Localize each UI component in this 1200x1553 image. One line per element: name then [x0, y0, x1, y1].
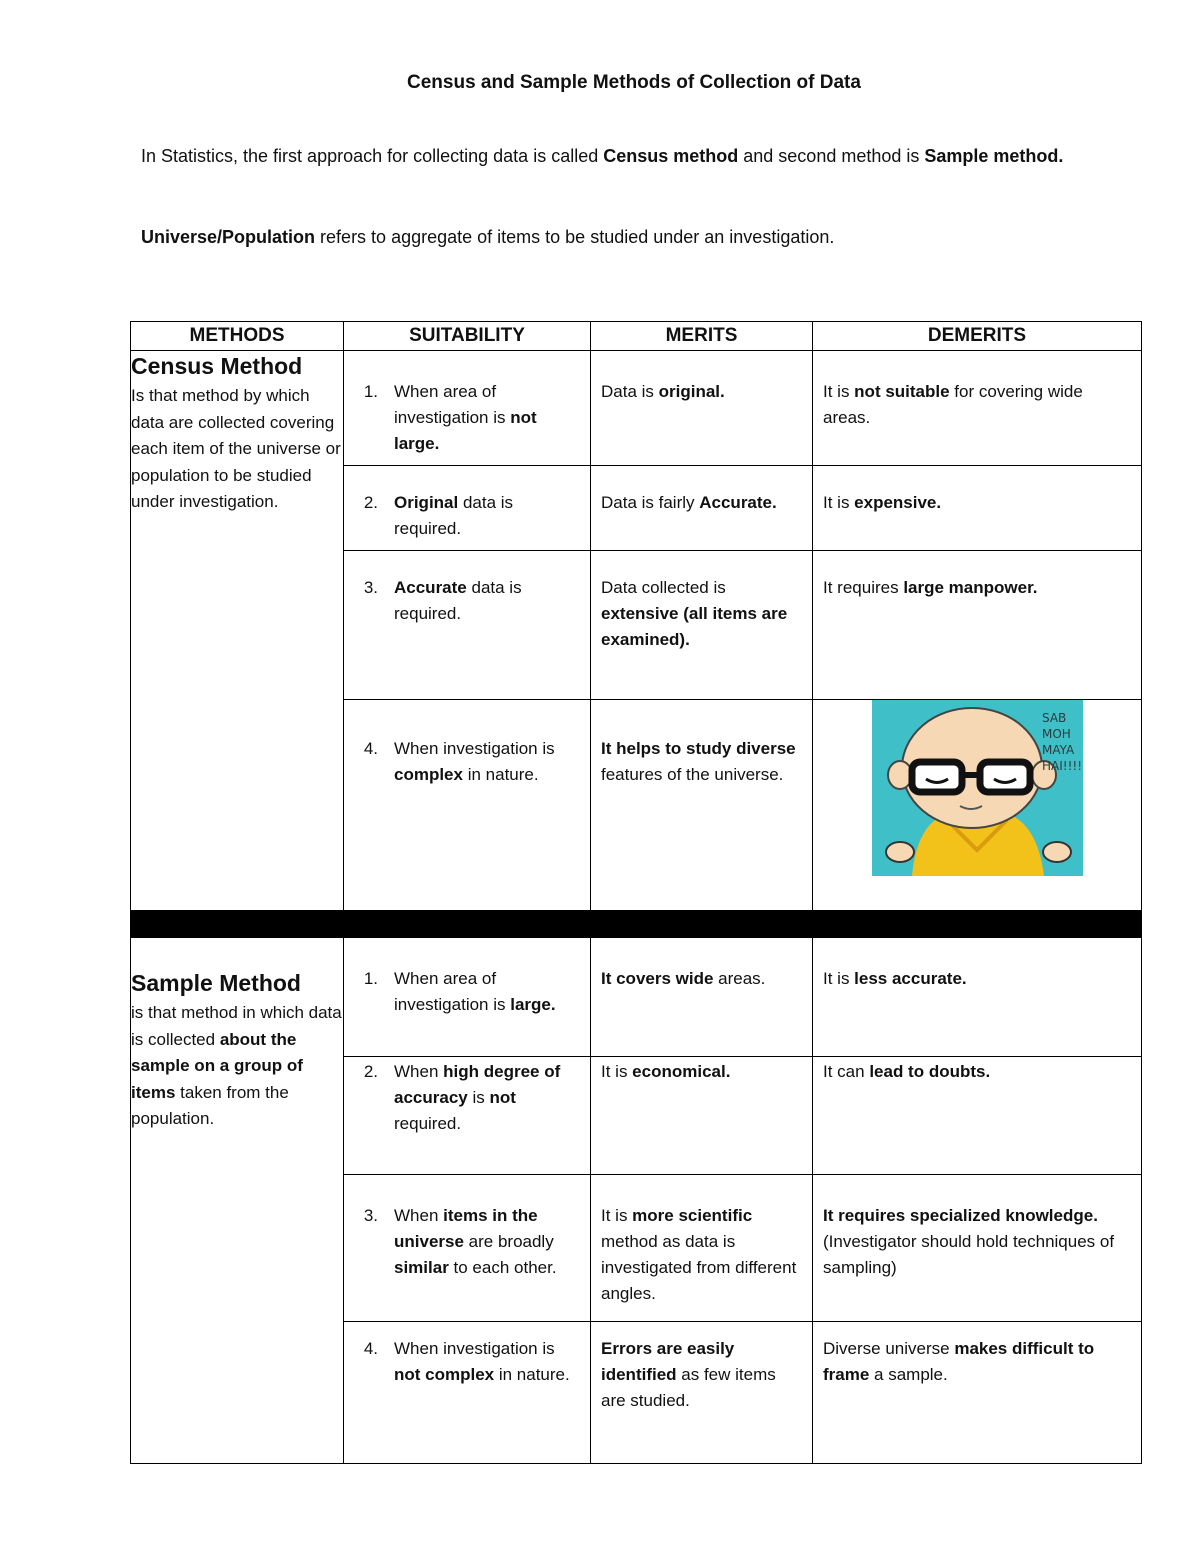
text-bold: complex: [394, 765, 463, 784]
text: It is: [601, 1062, 633, 1081]
text: areas.: [713, 969, 766, 988]
census-method-name: Census Method: [131, 353, 303, 379]
text: Diverse universe: [823, 1339, 955, 1358]
demerit-cell: [813, 351, 1142, 466]
text: When area of investigation is: [394, 382, 511, 427]
text: Data is: [601, 382, 659, 401]
census-method-description: Is that method by which data are collected covering each item of the universe or population to be studied under investigation.: [131, 386, 341, 511]
table-row: [131, 938, 1142, 1057]
text: data is required.: [394, 578, 522, 623]
text-bold: diverse: [736, 739, 796, 758]
demerit-cell: [813, 1322, 1142, 1464]
header-demerits: DEMERITS: [813, 322, 1142, 351]
text-bold: Errors are easily identified: [601, 1339, 735, 1384]
demerit-cell: [813, 551, 1142, 700]
text: in nature.: [462, 765, 539, 784]
list-number: 1.: [363, 382, 378, 401]
text: It requires: [823, 578, 904, 597]
header-suitability: SUITABILITY: [344, 322, 591, 351]
sample-method-name: Sample Method: [131, 970, 301, 996]
text-bold: large manpower.: [903, 578, 1038, 597]
merit-cell: [591, 700, 813, 911]
text: It can: [823, 1062, 870, 1081]
glasses-left: [912, 762, 962, 792]
text: It is: [823, 382, 855, 401]
list-number: 2.: [363, 1062, 378, 1081]
census-method-cell: [131, 351, 344, 911]
text: When area of investigation is: [394, 969, 511, 1014]
sample-method-term: Sample method.: [924, 146, 1064, 166]
text: Data is fairly: [601, 493, 700, 512]
text: It is: [601, 1206, 633, 1225]
list-number: 1.: [363, 969, 378, 988]
text-bold: It covers wide: [601, 969, 714, 988]
suitability-cell: [344, 700, 591, 911]
text: Data collected is: [601, 578, 726, 597]
image-caption-1: SAB: [1041, 711, 1066, 725]
text-bold: not suitable: [854, 382, 955, 401]
text: to each other.: [448, 1258, 557, 1277]
page-title: Census and Sample Methods of Collection of Data: [407, 72, 861, 93]
list-number: 4.: [363, 1339, 378, 1358]
intro-text: and second method is: [738, 146, 925, 166]
text-bold: expensive.: [854, 493, 942, 512]
merit-cell: [591, 1175, 813, 1322]
text: as few items are studied.: [601, 1365, 776, 1410]
text: features of the universe.: [601, 765, 784, 784]
text: are broadly: [463, 1232, 554, 1251]
suitability-cell: [344, 1057, 591, 1175]
merit-cell: [591, 466, 813, 551]
text-bold: large.: [510, 995, 556, 1014]
text-bold: more scientific: [632, 1206, 753, 1225]
text: When investigation is: [394, 1339, 555, 1358]
merit-cell: [591, 351, 813, 466]
universe-definition: [141, 223, 1081, 252]
text-bold: Original: [394, 493, 459, 512]
suitability-cell: [344, 551, 591, 700]
glasses-right: [980, 762, 1030, 792]
census-method-term: Census method: [603, 146, 739, 166]
image-cell: [813, 700, 1142, 911]
text: (Investigator should hold techniques of sampling): [823, 1232, 1115, 1277]
text-bold: Accurate: [394, 578, 467, 597]
sample-method-cell: [131, 938, 344, 1464]
demerit-cell: [813, 1057, 1142, 1175]
text: taken from the population.: [131, 1082, 289, 1128]
merit-cell: [591, 1057, 813, 1175]
text-bold: less accurate.: [854, 969, 967, 988]
header-merits: MERITS: [591, 322, 813, 351]
text-bold: extensive (all items are examined).: [601, 604, 788, 649]
text-bold: not: [489, 1088, 516, 1107]
text: in nature.: [494, 1365, 570, 1384]
demerit-cell: [813, 1175, 1142, 1322]
text-bold: It requires specialized knowledge.: [823, 1206, 1098, 1225]
text-bold: about the sample on a group of items: [131, 1029, 303, 1102]
universe-text: refers to aggregate of items to be studied under an investigation.: [315, 227, 835, 247]
text-bold: similar: [394, 1258, 449, 1277]
merit-cell: [591, 551, 813, 700]
text-bold: economical.: [632, 1062, 731, 1081]
suitability-cell: [344, 1322, 591, 1464]
methods-table: [130, 321, 1142, 1464]
meditating-monk-illustration: [872, 700, 1083, 876]
text-bold: not complex: [394, 1365, 495, 1384]
list-number: 3.: [363, 1206, 378, 1225]
image-caption-2: MOH: [1041, 727, 1071, 741]
demerit-cell: [813, 466, 1142, 551]
text-bold: lead to doubts.: [869, 1062, 991, 1081]
text-bold: original.: [658, 382, 725, 401]
table-header-row: [131, 322, 1142, 351]
text: It is: [823, 493, 855, 512]
text-bold: Accurate.: [699, 493, 777, 512]
image-caption-4: HAI!!!!: [1041, 759, 1082, 773]
text: for covering wide areas.: [823, 382, 1083, 427]
text: When: [394, 1206, 444, 1225]
suitability-cell: [344, 1175, 591, 1322]
section-separator: [131, 911, 1142, 938]
image-caption-3: MAYA: [1041, 743, 1074, 757]
list-number: 3.: [363, 578, 378, 597]
list-number: 2.: [363, 493, 378, 512]
text: is that method in which data is collected: [131, 1003, 342, 1049]
universe-term: Universe/Population: [141, 227, 316, 247]
intro-paragraph: [141, 142, 1081, 171]
text-bold: items in the universe: [394, 1206, 538, 1251]
text-bold: high degree of accuracy: [394, 1062, 561, 1107]
text: When: [394, 1062, 444, 1081]
list-number: 4.: [363, 739, 378, 758]
text-bold: makes difficult to frame: [823, 1339, 1095, 1384]
text-bold: It helps to study: [601, 739, 737, 758]
text: method as data is investigated from different angles.: [601, 1232, 797, 1303]
text: is: [467, 1088, 490, 1107]
text: required.: [394, 1114, 462, 1133]
suitability-cell: [344, 466, 591, 551]
merit-cell: [591, 938, 813, 1057]
header-methods: METHODS: [131, 322, 344, 351]
demerit-cell: [813, 938, 1142, 1057]
table-row: [131, 351, 1142, 466]
intro-text: In Statistics, the first approach for collecting data is called: [141, 146, 604, 166]
text-bold: not large.: [394, 408, 537, 453]
text: It is: [823, 969, 855, 988]
text: data is required.: [394, 493, 514, 538]
suitability-cell: [344, 351, 591, 466]
merit-cell: [591, 1322, 813, 1464]
suitability-cell: [344, 938, 591, 1057]
text: a sample.: [869, 1365, 948, 1384]
text: When investigation is: [394, 739, 555, 758]
